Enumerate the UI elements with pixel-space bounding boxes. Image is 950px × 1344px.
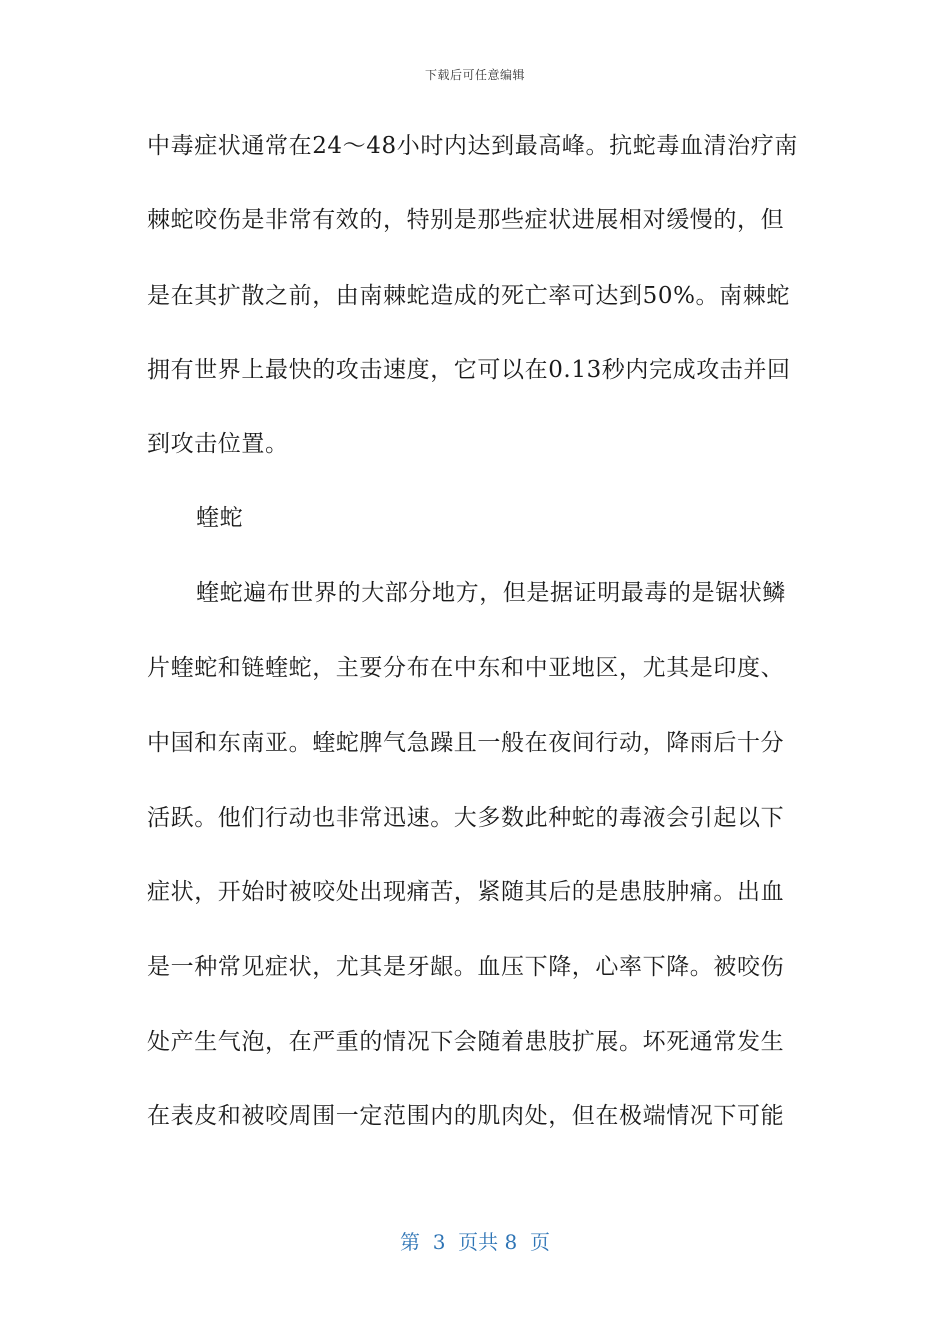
body-text-line: 在表皮和被咬周围一定范围内的肌肉处，但在极端情况下可能 bbox=[147, 1103, 785, 1129]
body-text-line: 处产生气泡，在严重的情况下会随着患肢扩展。坏死通常发生 bbox=[147, 1029, 785, 1055]
body-text-line: 到攻击位置。 bbox=[147, 431, 289, 457]
body-text-line: 蝰蛇遍布世界的大部分地方，但是据证明最毒的是锯状鳞 bbox=[196, 580, 786, 606]
body-text-line: 片蝰蛇和链蝰蛇，主要分布在中东和中亚地区，尤其是印度、 bbox=[147, 655, 785, 681]
body-text-line: 活跃。他们行动也非常迅速。大多数此种蛇的毒液会引起以下 bbox=[147, 805, 785, 831]
body-text-line: 是一种常见症状，尤其是牙龈。血压下降，心率下降。被咬伤 bbox=[147, 954, 785, 980]
body-text-line: 棘蛇咬伤是非常有效的，特别是那些症状进展相对缓慢的，但 bbox=[147, 207, 785, 233]
section-heading: 蝰蛇 bbox=[196, 505, 244, 531]
page-number-footer: 第 3 页共 8 页 bbox=[400, 1230, 550, 1254]
body-text-line: 中国和东南亚。蝰蛇脾气急躁且一般在夜间行动，降雨后十分 bbox=[147, 730, 785, 756]
body-text-line: 症状，开始时被咬处出现痛苦，紧随其后的是患肢肿痛。出血 bbox=[147, 879, 785, 905]
body-text-line: 中毒症状通常在24～48小时内达到最高峰。抗蛇毒血清治疗南 bbox=[147, 133, 798, 159]
body-text-line: 是在其扩散之前，由南棘蛇造成的死亡率可达到50%。南棘蛇 bbox=[147, 283, 790, 309]
page-header-note: 下载后可任意编辑 bbox=[424, 68, 525, 82]
body-text-line: 拥有世界上最快的攻击速度，它可以在0.13秒内完成攻击并回 bbox=[147, 357, 791, 383]
